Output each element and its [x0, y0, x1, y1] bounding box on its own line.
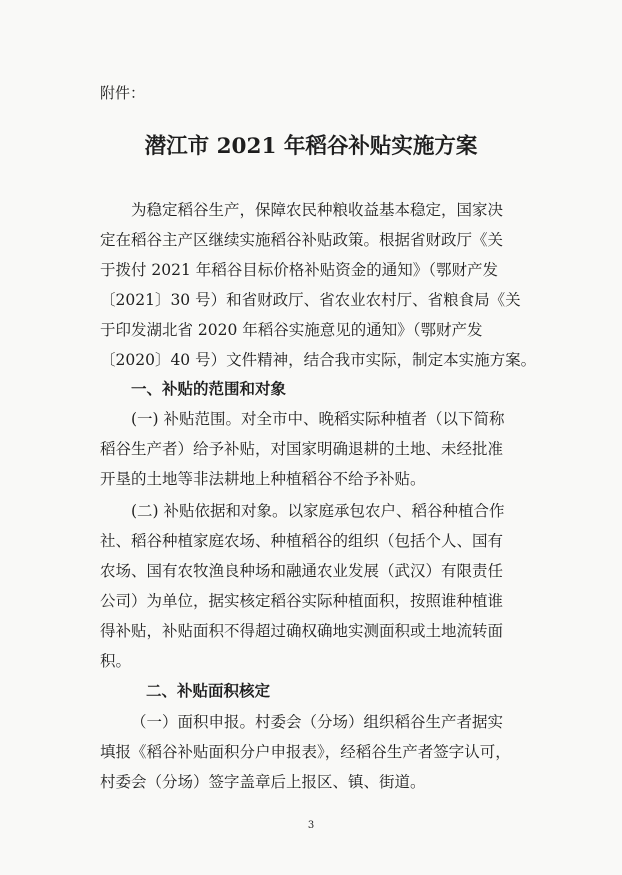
s1p1-line-3: 开垦的土地等非法耕地上种植稻谷不给予补贴。 — [100, 470, 426, 488]
s2p1-line-1: （一）面积申报。村委会（分场）组织稻谷生产者据实 — [131, 713, 504, 731]
intro-line-4: 〔2021〕30 号）和省财政厅、省农业农村厅、省粮食局《关 — [100, 291, 521, 309]
intro-line-2: 定在稻谷主产区继续实施稻谷补贴政策。根据省财政厅《关 — [100, 231, 504, 249]
s1p2-line-3: 农场、国有农牧渔良种场和融通农业发展（武汉）有限责任 — [100, 562, 504, 580]
s1p1-line-2: 稻谷生产者）给予补贴，对国家明确退耕的土地、未经批准 — [100, 440, 504, 458]
intro-line-5: 于印发湖北省 2020 年稻谷实施意见的通知》（鄂财产发 — [100, 321, 483, 339]
s1p2-line-1: (二) 补贴依据和对象。以家庭承包农户、稻谷种植合作 — [131, 502, 505, 520]
s1p2-line-5: 得补贴，补贴面积不得超过确权确地实测面积或土地流转面 — [100, 622, 504, 640]
page-number: 3 — [307, 820, 315, 831]
intro-line-6: 〔2020〕40 号）文件精神，结合我市实际，制定本实施方案。 — [100, 351, 537, 369]
s1p2-line-6: 积。 — [100, 652, 132, 670]
s1p2-line-2: 社、稻谷种植家庭农场、种植稻谷的组织（包括个人、国有 — [100, 532, 504, 550]
s1p2-line-4: 公司）为单位，据实核定稻谷实际种植面积，按照谁种植谁 — [100, 592, 504, 610]
intro-line-3: 于拨付 2021 年稻谷目标价格补贴资金的通知》（鄂财产发 — [100, 261, 499, 279]
intro-line-1: 为稳定稻谷生产，保障农民种粮收益基本稳定，国家决 — [131, 201, 504, 219]
section-heading-1: 一、补贴的范围和对象 — [131, 380, 287, 398]
section-heading-2: 二、补贴面积核定 — [146, 682, 271, 700]
s2p1-line-2: 填报《稻谷补贴面积分户申报表》，经稻谷生产者签字认可， — [100, 743, 511, 761]
document-title: 潜江市 2021 年稻谷补贴实施方案 — [144, 134, 478, 159]
attachment-label: 附件： — [100, 84, 146, 102]
s1p1-line-1: (一) 补贴范围。对全市中、晚稻实际种植者（以下简称 — [131, 410, 505, 428]
s2p1-line-3: 村委会（分场）签字盖章后上报区、镇、街道。 — [100, 773, 426, 791]
